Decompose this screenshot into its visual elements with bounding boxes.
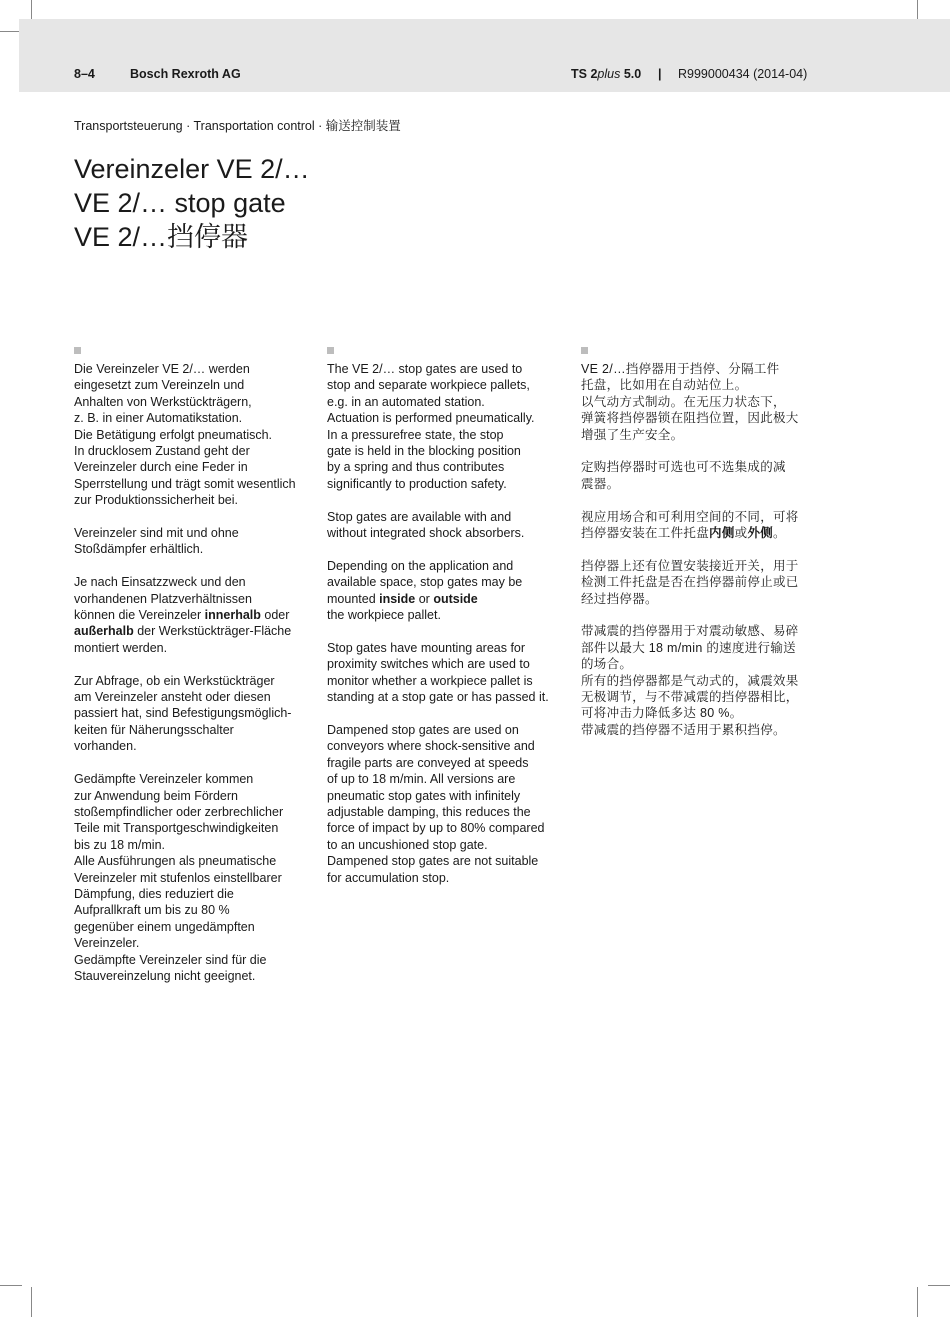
en-paragraph-2 (327, 509, 567, 542)
text-line: by a spring and thus contributes (327, 460, 505, 475)
text-line: am Vereinzeler ansteht oder diesen (74, 690, 271, 705)
crop-mark-left-lower (0, 1285, 22, 1286)
zh-paragraph-5 (581, 623, 821, 738)
de-paragraph-3 (74, 574, 314, 656)
text-line: 弹簧将挡停器锁在阻挡位置，因此极大 (581, 411, 799, 426)
text-line: keiten für Näherungsschalter (74, 722, 234, 737)
crop-mark-bottom-left (31, 1287, 32, 1317)
text-line: stop and separate workpiece pallets, (327, 378, 530, 393)
text-line: Vereinzeler mit stufenlos einstellbarer (74, 870, 282, 885)
text-line: for accumulation stop. (327, 870, 450, 885)
title-zh: VE 2/…挡停器 (74, 222, 249, 252)
zh-paragraph-2 (581, 459, 821, 492)
text-line: Die Vereinzeler VE 2/… werden (74, 362, 250, 376)
text-line: 部件以最大 18 m/min 的速度进行输送 (581, 640, 796, 655)
en-paragraph-4 (327, 640, 567, 706)
text-line: standing at a stop gate or has passed it. (327, 690, 549, 705)
text-line: conveyors where shock-sensitive and (327, 739, 535, 754)
text-line: pneumatic stop gates with infinitely (327, 788, 521, 803)
text-line: of up to 18 m/min. All versions are (327, 772, 516, 787)
text-line: 检测工件托盘是否在挡停器前停止或已 (581, 575, 799, 590)
text-line: Vereinzeler durch eine Feder in (74, 460, 248, 475)
de-paragraph-5 (74, 771, 314, 984)
text-line: gegenüber einem ungedämpften (74, 919, 255, 934)
text-line: außerhalb der Werkstückträger-Fläche (74, 624, 292, 639)
text-line: 挡停器安装在工件托盘内侧或外侧。 (581, 526, 786, 541)
text-line: 震器。 (581, 476, 620, 491)
text-line: Gedämpfte Vereinzeler kommen (74, 772, 254, 787)
text-line: the workpiece pallet. (327, 608, 441, 623)
text-line: significantly to production safety. (327, 476, 507, 491)
de-paragraph-1 (74, 361, 314, 509)
header-separator: | (658, 67, 662, 81)
column-german (74, 347, 314, 1001)
text-line: stoßempfindlicher oder zerbrechlicher (74, 804, 284, 819)
text-line: Die Betätigung erfolgt pneumatisch. (74, 427, 273, 442)
text-line: Je nach Einsatzzweck und den (74, 575, 246, 590)
text-line: gate is held in the blocking position (327, 444, 521, 459)
text-line: 无极调节，与不带减震的挡停器相比， (581, 690, 799, 705)
column-marker (581, 347, 588, 354)
text-line: Depending on the application and (327, 558, 514, 573)
text-line: Dämpfung, dies reduziert die (74, 886, 234, 901)
text-line: fragile parts are conveyed at speeds (327, 755, 529, 770)
text-line: force of impact by up to 80% compared (327, 821, 545, 836)
text-line: 可将冲击力降低多达 80 %。 (581, 706, 743, 721)
text-line: 托盘，比如用在自动站位上。 (581, 378, 748, 393)
text-line: 的场合。 (581, 657, 633, 672)
text-line: VE 2/…挡停器用于挡停、分隔工件 (581, 362, 780, 376)
text-line: Sperrstellung und trägt somit wesentlich (74, 476, 296, 491)
text-line: 带减震的挡停器用于对震动敏感、易碎 (581, 624, 799, 639)
page-title (74, 152, 310, 254)
crop-mark-right-lower (928, 1285, 950, 1286)
text-line: können die Vereinzeler innerhalb oder (74, 608, 290, 623)
text-line: Actuation is performed pneumatically. (327, 411, 535, 426)
title-en: VE 2/… stop gate (74, 188, 286, 218)
text-line: zur Anwendung beim Fördern (74, 788, 238, 803)
de-paragraph-4 (74, 673, 314, 755)
text-line: 挡停器上还有位置安装接近开关，用于 (581, 558, 799, 573)
text-line: Aufprallkraft um bis zu 80 % (74, 903, 230, 918)
text-line: Gedämpfte Vereinzeler sind für die (74, 952, 267, 967)
text-line: 增强了生产安全。 (581, 427, 684, 442)
text-line: bis zu 18 m/min. (74, 837, 166, 852)
zh-paragraph-4 (581, 558, 821, 607)
company-name: Bosch Rexroth AG (130, 67, 241, 81)
text-line: available space, stop gates may be (327, 575, 523, 590)
text-line: vorhanden. (74, 739, 137, 754)
document-number: R999000434 (2014-04) (678, 67, 808, 81)
text-line: montiert werden. (74, 640, 168, 655)
text-line: In a pressurefree state, the stop (327, 427, 504, 442)
column-marker (327, 347, 334, 354)
text-line: passiert hat, sind Befestigungsmöglich- (74, 706, 292, 721)
column-chinese (581, 347, 821, 755)
title-de: Vereinzeler VE 2/… (74, 154, 310, 184)
header-band (19, 19, 950, 92)
en-paragraph-3 (327, 558, 567, 624)
text-line: Stoßdämpfer erhältlich. (74, 542, 204, 557)
text-line: eingesetzt zum Vereinzeln und (74, 378, 245, 393)
text-line: Alle Ausführungen als pneumatische (74, 854, 277, 869)
text-line: Vereinzeler sind mit und ohne (74, 526, 239, 541)
text-line: 视应用场合和可利用空间的不同，可将 (581, 509, 799, 524)
text-line: z. B. in einer Automatikstation. (74, 411, 243, 426)
text-line: 带减震的挡停器不适用于累积挡停。 (581, 722, 786, 737)
column-marker (74, 347, 81, 354)
de-paragraph-2 (74, 525, 314, 558)
text-line: e.g. in an automated station. (327, 394, 485, 409)
text-line: Stauvereinzelung nicht geeignet. (74, 968, 256, 983)
text-line: Stop gates have mounting areas for (327, 640, 526, 655)
text-line: Vereinzeler. (74, 936, 140, 951)
zh-paragraph-3 (581, 509, 821, 542)
en-paragraph-1 (327, 361, 567, 492)
text-line: Anhalten von Werkstückträgern, (74, 394, 252, 409)
text-line: 定购挡停器时可选也可不选集成的减 (581, 460, 786, 475)
zh-paragraph-1 (581, 361, 821, 443)
text-line: monitor whether a workpiece pallet is (327, 673, 533, 688)
text-line: Stop gates are available with and (327, 509, 512, 524)
text-line: mounted inside or outside (327, 591, 478, 606)
page-number: 8–4 (74, 67, 95, 81)
text-line: Zur Abfrage, ob ein Werkstückträger (74, 673, 275, 688)
product-name: TS 2plus 5.0 (571, 67, 642, 81)
text-line: 以气动方式制动。在无压力状态下， (581, 394, 786, 409)
text-line: zur Produktionssicherheit bei. (74, 493, 238, 508)
text-line: In drucklosem Zustand geht der (74, 444, 250, 459)
text-line: vorhandenen Platzverhältnissen (74, 591, 252, 606)
text-line: 经过挡停器。 (581, 591, 658, 606)
text-line: 所有的挡停器都是气动式的，减震效果 (581, 673, 799, 688)
en-paragraph-5 (327, 722, 567, 886)
section-label: Transportsteuerung · Transportation control · 输送控制装置 (74, 119, 401, 133)
text-line: without integrated shock absorbers. (327, 526, 525, 541)
text-line: proximity switches which are used to (327, 657, 530, 672)
column-english (327, 347, 567, 902)
text-line: to an uncushioned stop gate. (327, 837, 488, 852)
text-line: Teile mit Transportgeschwindigkeiten (74, 821, 279, 836)
crop-mark-bottom-right (917, 1287, 918, 1317)
text-line: Dampened stop gates are not suitable (327, 854, 539, 869)
text-line: adjustable damping, this reduces the (327, 804, 531, 819)
text-line: Dampened stop gates are used on (327, 722, 519, 737)
text-line: The VE 2/… stop gates are used to (327, 362, 523, 376)
